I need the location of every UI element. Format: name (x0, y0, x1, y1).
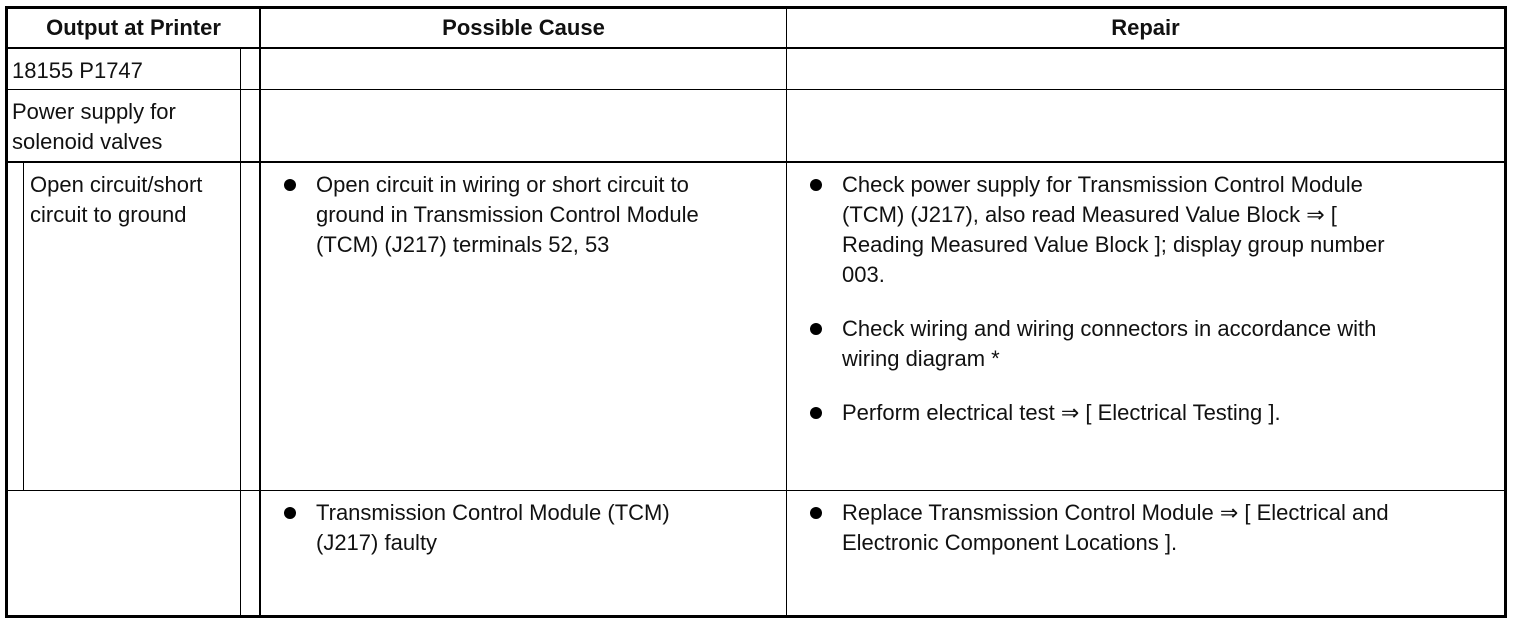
cause-text: Transmission Control Module (TCM) (J217) faulty (316, 500, 670, 555)
row-divider-2 (5, 161, 1507, 163)
list-item (808, 170, 1500, 290)
bullet-icon (810, 507, 822, 519)
header-repair: Repair (1111, 15, 1180, 40)
row-divider-3 (5, 490, 1507, 491)
list-item (808, 398, 1500, 428)
header-divider (5, 47, 1507, 49)
repair-text: Replace Transmission Control Module ⇒ [ Electrical and Electronic Component Locations ]. (842, 500, 1389, 555)
repair-text: Perform electrical test ⇒ [ Electrical Testing ]. (842, 400, 1281, 425)
cause-list (282, 170, 782, 260)
bullet-icon (284, 507, 296, 519)
cause-text: Open circuit in wiring or short circuit to ground in Transmission Control Module (TCM) (J217) terminals 52, 53 (316, 172, 699, 257)
repair-text: Check power supply for Transmission Control Module (TCM) (J217), also read Measured Value Block ⇒ [ Reading Measured Value Block ]; display group number 003. (842, 172, 1385, 287)
indent-rule-outer (240, 48, 241, 616)
repair-text: Check wiring and wiring connectors in accordance with wiring diagram * (842, 316, 1377, 371)
column-divider-cause (259, 6, 261, 618)
repair-list (808, 498, 1500, 558)
bullet-icon (810, 323, 822, 335)
table-border-bottom (5, 615, 1507, 618)
header-possible-cause: Possible Cause (442, 15, 605, 40)
list-item (282, 170, 782, 260)
component-name: Power supply for solenoid valves (12, 99, 176, 154)
condition-label: Open circuit/short circuit to ground (30, 172, 203, 227)
list-item (282, 498, 782, 558)
header-output-at-printer: Output at Printer (46, 15, 221, 40)
column-divider-repair (786, 6, 787, 618)
bullet-icon (810, 179, 822, 191)
list-item (808, 314, 1500, 374)
repair-list (808, 170, 1500, 428)
indent-rule-inner (23, 162, 24, 490)
row-divider-1 (5, 89, 1507, 90)
table-border-right (1504, 6, 1507, 618)
bullet-icon (284, 179, 296, 191)
fault-code: 18155 P1747 (12, 58, 143, 83)
list-item (808, 498, 1500, 558)
table-border-top (5, 6, 1507, 9)
table-border-left (5, 6, 8, 618)
bullet-icon (810, 407, 822, 419)
cause-list (282, 498, 782, 558)
